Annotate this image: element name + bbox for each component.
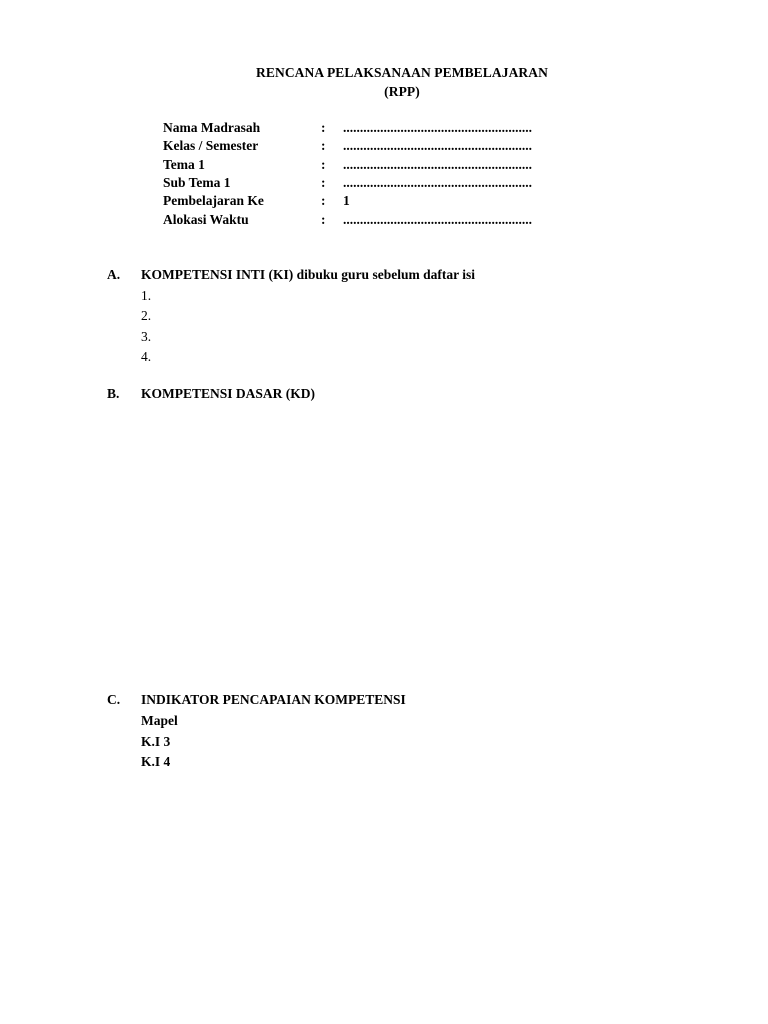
list-item: Mapel (141, 713, 178, 728)
section-letter: C. (107, 692, 121, 707)
identity-label: Tema 1 (163, 157, 205, 172)
list-item: 3. (141, 329, 152, 344)
list-item: 2. (141, 308, 152, 323)
identity-label: Pembelajaran Ke (163, 193, 264, 208)
identity-label: Nama Madrasah (163, 120, 261, 135)
identity-value: ........................................................ (343, 120, 532, 135)
identity-label: Kelas / Semester (163, 138, 259, 153)
identity-value: ........................................................ (343, 157, 532, 172)
identity-separator: : (321, 120, 326, 135)
identity-value: ........................................................ (343, 175, 532, 190)
identity-value: ........................................................ (343, 212, 532, 227)
list-item: K.I 3 (141, 734, 171, 749)
identity-label: Alokasi Waktu (163, 212, 249, 227)
list-item: K.I 4 (141, 754, 171, 769)
list-item: 4. (141, 349, 152, 364)
identity-label: Sub Tema 1 (163, 175, 231, 190)
identity-separator: : (321, 175, 326, 190)
section-letter: B. (107, 386, 120, 401)
identity-separator: : (321, 193, 326, 208)
section-letter: A. (107, 267, 121, 282)
identity-value: ........................................................ (343, 138, 532, 153)
document-subtitle: (RPP) (384, 84, 420, 99)
document-title: RENCANA PELAKSANAAN PEMBELAJARAN (256, 65, 548, 80)
identity-separator: : (321, 138, 326, 153)
identity-separator: : (321, 157, 326, 172)
identity-value: 1 (343, 193, 350, 208)
list-item: 1. (141, 288, 152, 303)
section-title: INDIKATOR PENCAPAIAN KOMPETENSI (141, 692, 406, 707)
section-title: KOMPETENSI INTI (KI) dibuku guru sebelum daftar isi (141, 267, 475, 282)
identity-separator: : (321, 212, 326, 227)
section-title: KOMPETENSI DASAR (KD) (141, 386, 316, 401)
